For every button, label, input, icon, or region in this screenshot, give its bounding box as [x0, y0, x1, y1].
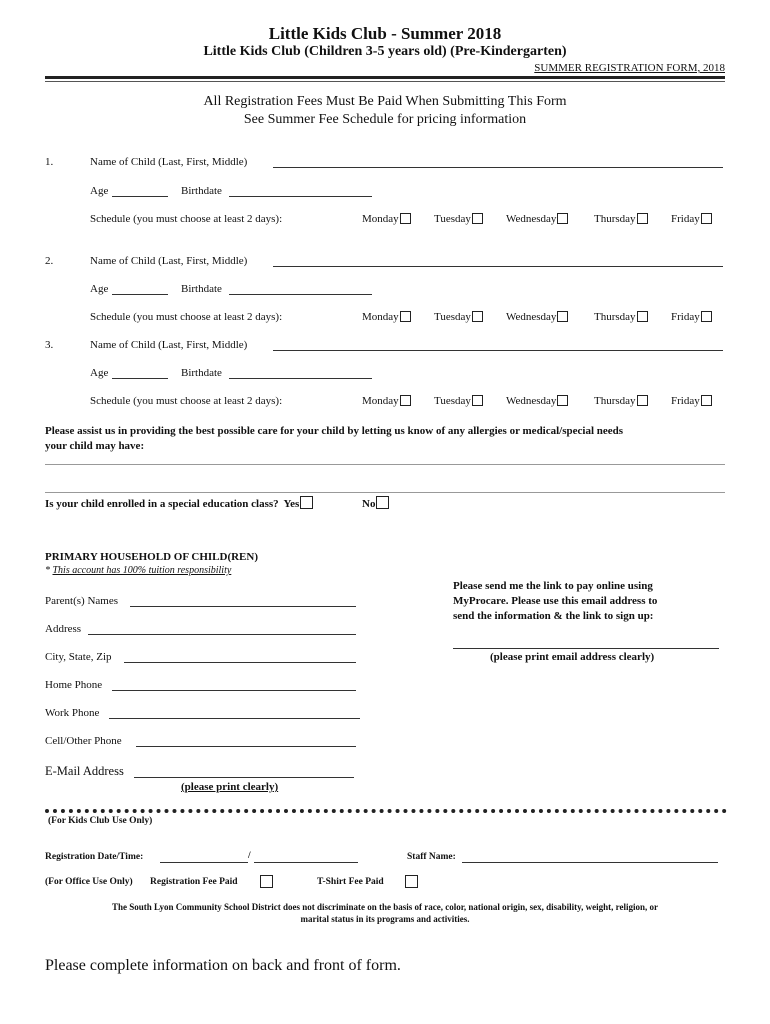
- day-monday[interactable]: [362, 213, 411, 225]
- address-input[interactable]: [88, 634, 356, 635]
- office-divider: [45, 809, 727, 813]
- age-input[interactable]: [112, 378, 168, 379]
- special-ed-no: [362, 496, 389, 510]
- reg-date-label: Registration Date/Time:: [45, 852, 144, 862]
- day-thursday[interactable]: [594, 213, 648, 225]
- day-checkbox[interactable]: [472, 213, 483, 224]
- fee-schedule-notice: See Summer Fee Schedule for pricing information: [243, 112, 527, 127]
- day-checkbox[interactable]: [701, 311, 712, 322]
- yes-label: Yes: [283, 498, 300, 510]
- day-label: Wednesday: [506, 395, 557, 407]
- header-rule-thin: [45, 81, 725, 82]
- myprocare-email-input[interactable]: [453, 648, 719, 649]
- day-tuesday[interactable]: [434, 213, 483, 225]
- age-input[interactable]: [112, 196, 168, 197]
- day-label: Thursday: [594, 395, 636, 407]
- reg-date-input[interactable]: [160, 862, 248, 863]
- medical-prompt: Please assist us in providing the best possible care for your child by letting us know of any allergies or medical/special needs: [45, 425, 624, 437]
- cell-phone-label: Cell/Other Phone: [45, 735, 122, 747]
- nondiscrimination-statement: The South Lyon Community School District does not discriminate on the basis of race, color, national origin, sex, disability, weight, religion, or: [111, 902, 659, 912]
- day-checkbox[interactable]: [472, 395, 483, 406]
- day-checkbox[interactable]: [557, 311, 568, 322]
- day-checkbox[interactable]: [701, 395, 712, 406]
- day-friday[interactable]: [671, 395, 712, 407]
- age-input[interactable]: [112, 294, 168, 295]
- staff-input[interactable]: [462, 862, 718, 863]
- day-checkbox[interactable]: [400, 311, 411, 322]
- schedule-label: Schedule (you must choose at least 2 days):: [90, 395, 283, 407]
- note-marker: *: [45, 565, 53, 576]
- day-label: Friday: [671, 213, 700, 225]
- yes-checkbox[interactable]: [300, 496, 313, 509]
- fee-notice: All Registration Fees Must Be Paid When Submitting This Form: [203, 94, 567, 109]
- city-label: City, State, Zip: [45, 651, 112, 663]
- day-label: Wednesday: [506, 311, 557, 323]
- email-label: E-Mail Address: [45, 764, 124, 778]
- birthdate-label: Birthdate: [181, 283, 222, 295]
- day-label: Monday: [362, 395, 399, 407]
- child-name-input[interactable]: [273, 167, 723, 168]
- reg-fee-label: Registration Fee Paid: [150, 877, 238, 887]
- schedule-label: Schedule (you must choose at least 2 days):: [90, 311, 283, 323]
- day-label: Tuesday: [434, 311, 471, 323]
- myprocare-text-1: Please send me the link to pay online using: [453, 580, 653, 592]
- email-print-note: (please print clearly): [181, 781, 279, 793]
- nondiscrimination-statement-cont: marital status in its programs and activities.: [300, 914, 470, 924]
- day-tuesday[interactable]: [434, 311, 483, 323]
- special-ed-question: [45, 496, 313, 510]
- tuition-note: This account has 100% tuition responsibility: [52, 565, 232, 576]
- schedule-label: Schedule (you must choose at least 2 days):: [90, 213, 283, 225]
- myprocare-text-2: MyProcare. Please use this email address to: [453, 595, 658, 607]
- household-note: [45, 565, 231, 576]
- day-checkbox[interactable]: [400, 395, 411, 406]
- form-name: SUMMER REGISTRATION FORM, 2018: [534, 62, 725, 74]
- day-checkbox[interactable]: [637, 395, 648, 406]
- birthdate-label: Birthdate: [181, 185, 222, 197]
- email-input[interactable]: [134, 777, 354, 778]
- work-phone-input[interactable]: [109, 718, 360, 719]
- day-checkbox[interactable]: [637, 213, 648, 224]
- reg-fee-checkbox[interactable]: [260, 875, 273, 888]
- medical-answer-line-2[interactable]: [45, 492, 725, 493]
- special-ed-label: Is your child enrolled in a special education class?: [45, 498, 279, 510]
- office-heading: (For Kids Club Use Only): [48, 816, 153, 826]
- form-title: Little Kids Club - Summer 2018: [268, 24, 502, 43]
- parents-input[interactable]: [130, 606, 356, 607]
- child-name-label: Name of Child (Last, First, Middle): [90, 255, 248, 267]
- household-heading: PRIMARY HOUSEHOLD OF CHILD(REN): [45, 551, 258, 563]
- home-phone-label: Home Phone: [45, 679, 103, 691]
- birthdate-input[interactable]: [229, 196, 372, 197]
- header-rule: [45, 76, 725, 79]
- age-label: Age: [90, 283, 109, 295]
- no-label: No: [362, 498, 376, 510]
- day-checkbox[interactable]: [472, 311, 483, 322]
- medical-prompt-cont: your child may have:: [45, 440, 145, 452]
- day-label: Thursday: [594, 213, 636, 225]
- day-monday[interactable]: [362, 395, 411, 407]
- day-thursday[interactable]: [594, 395, 648, 407]
- staff-label: Staff Name:: [407, 852, 456, 862]
- birthdate-input[interactable]: [229, 294, 372, 295]
- birthdate-input[interactable]: [229, 378, 372, 379]
- day-checkbox[interactable]: [400, 213, 411, 224]
- day-checkbox[interactable]: [637, 311, 648, 322]
- child-name-input[interactable]: [273, 266, 723, 267]
- reg-time-input[interactable]: [254, 862, 358, 863]
- parents-label: Parent(s) Names: [45, 595, 119, 607]
- address-label: Address: [45, 623, 82, 635]
- home-phone-input[interactable]: [112, 690, 356, 691]
- tshirt-fee-label: T-Shirt Fee Paid: [317, 877, 384, 887]
- office-only-label: (For Office Use Only): [45, 877, 133, 887]
- day-wednesday[interactable]: [506, 213, 568, 225]
- day-label: Tuesday: [434, 213, 471, 225]
- day-tuesday[interactable]: [434, 395, 483, 407]
- birthdate-label: Birthdate: [181, 367, 222, 379]
- work-phone-label: Work Phone: [45, 707, 100, 719]
- day-checkbox[interactable]: [557, 395, 568, 406]
- age-label: Age: [90, 367, 109, 379]
- child-number: 3.: [45, 339, 54, 351]
- day-friday[interactable]: [671, 213, 712, 225]
- day-monday[interactable]: [362, 311, 411, 323]
- age-label: Age: [90, 185, 109, 197]
- date-separator: /: [248, 851, 251, 861]
- day-wednesday[interactable]: [506, 311, 568, 323]
- myprocare-email-note: (please print email address clearly): [490, 651, 655, 663]
- day-label: Monday: [362, 311, 399, 323]
- cell-phone-input[interactable]: [136, 746, 356, 747]
- day-checkbox[interactable]: [557, 213, 568, 224]
- city-input[interactable]: [124, 662, 356, 663]
- form-subtitle: Little Kids Club (Children 3-5 years old) (Pre-Kindergarten): [203, 44, 567, 59]
- child-number: 2.: [45, 255, 54, 267]
- tshirt-fee-checkbox[interactable]: [405, 875, 418, 888]
- myprocare-text-3: send the information & the link to sign up:: [453, 610, 654, 622]
- day-label: Monday: [362, 213, 399, 225]
- day-label: Friday: [671, 311, 700, 323]
- day-wednesday[interactable]: [506, 395, 568, 407]
- child-number: 1.: [45, 156, 54, 168]
- child-name-input[interactable]: [273, 350, 723, 351]
- day-label: Friday: [671, 395, 700, 407]
- child-name-label: Name of Child (Last, First, Middle): [90, 156, 248, 168]
- day-checkbox[interactable]: [701, 213, 712, 224]
- no-checkbox[interactable]: [376, 496, 389, 509]
- day-label: Tuesday: [434, 395, 471, 407]
- day-thursday[interactable]: [594, 311, 648, 323]
- day-friday[interactable]: [671, 311, 712, 323]
- day-label: Thursday: [594, 311, 636, 323]
- medical-answer-line-1[interactable]: [45, 464, 725, 465]
- complete-form-note: Please complete information on back and front of form.: [45, 957, 401, 974]
- day-label: Wednesday: [506, 213, 557, 225]
- child-name-label: Name of Child (Last, First, Middle): [90, 339, 248, 351]
